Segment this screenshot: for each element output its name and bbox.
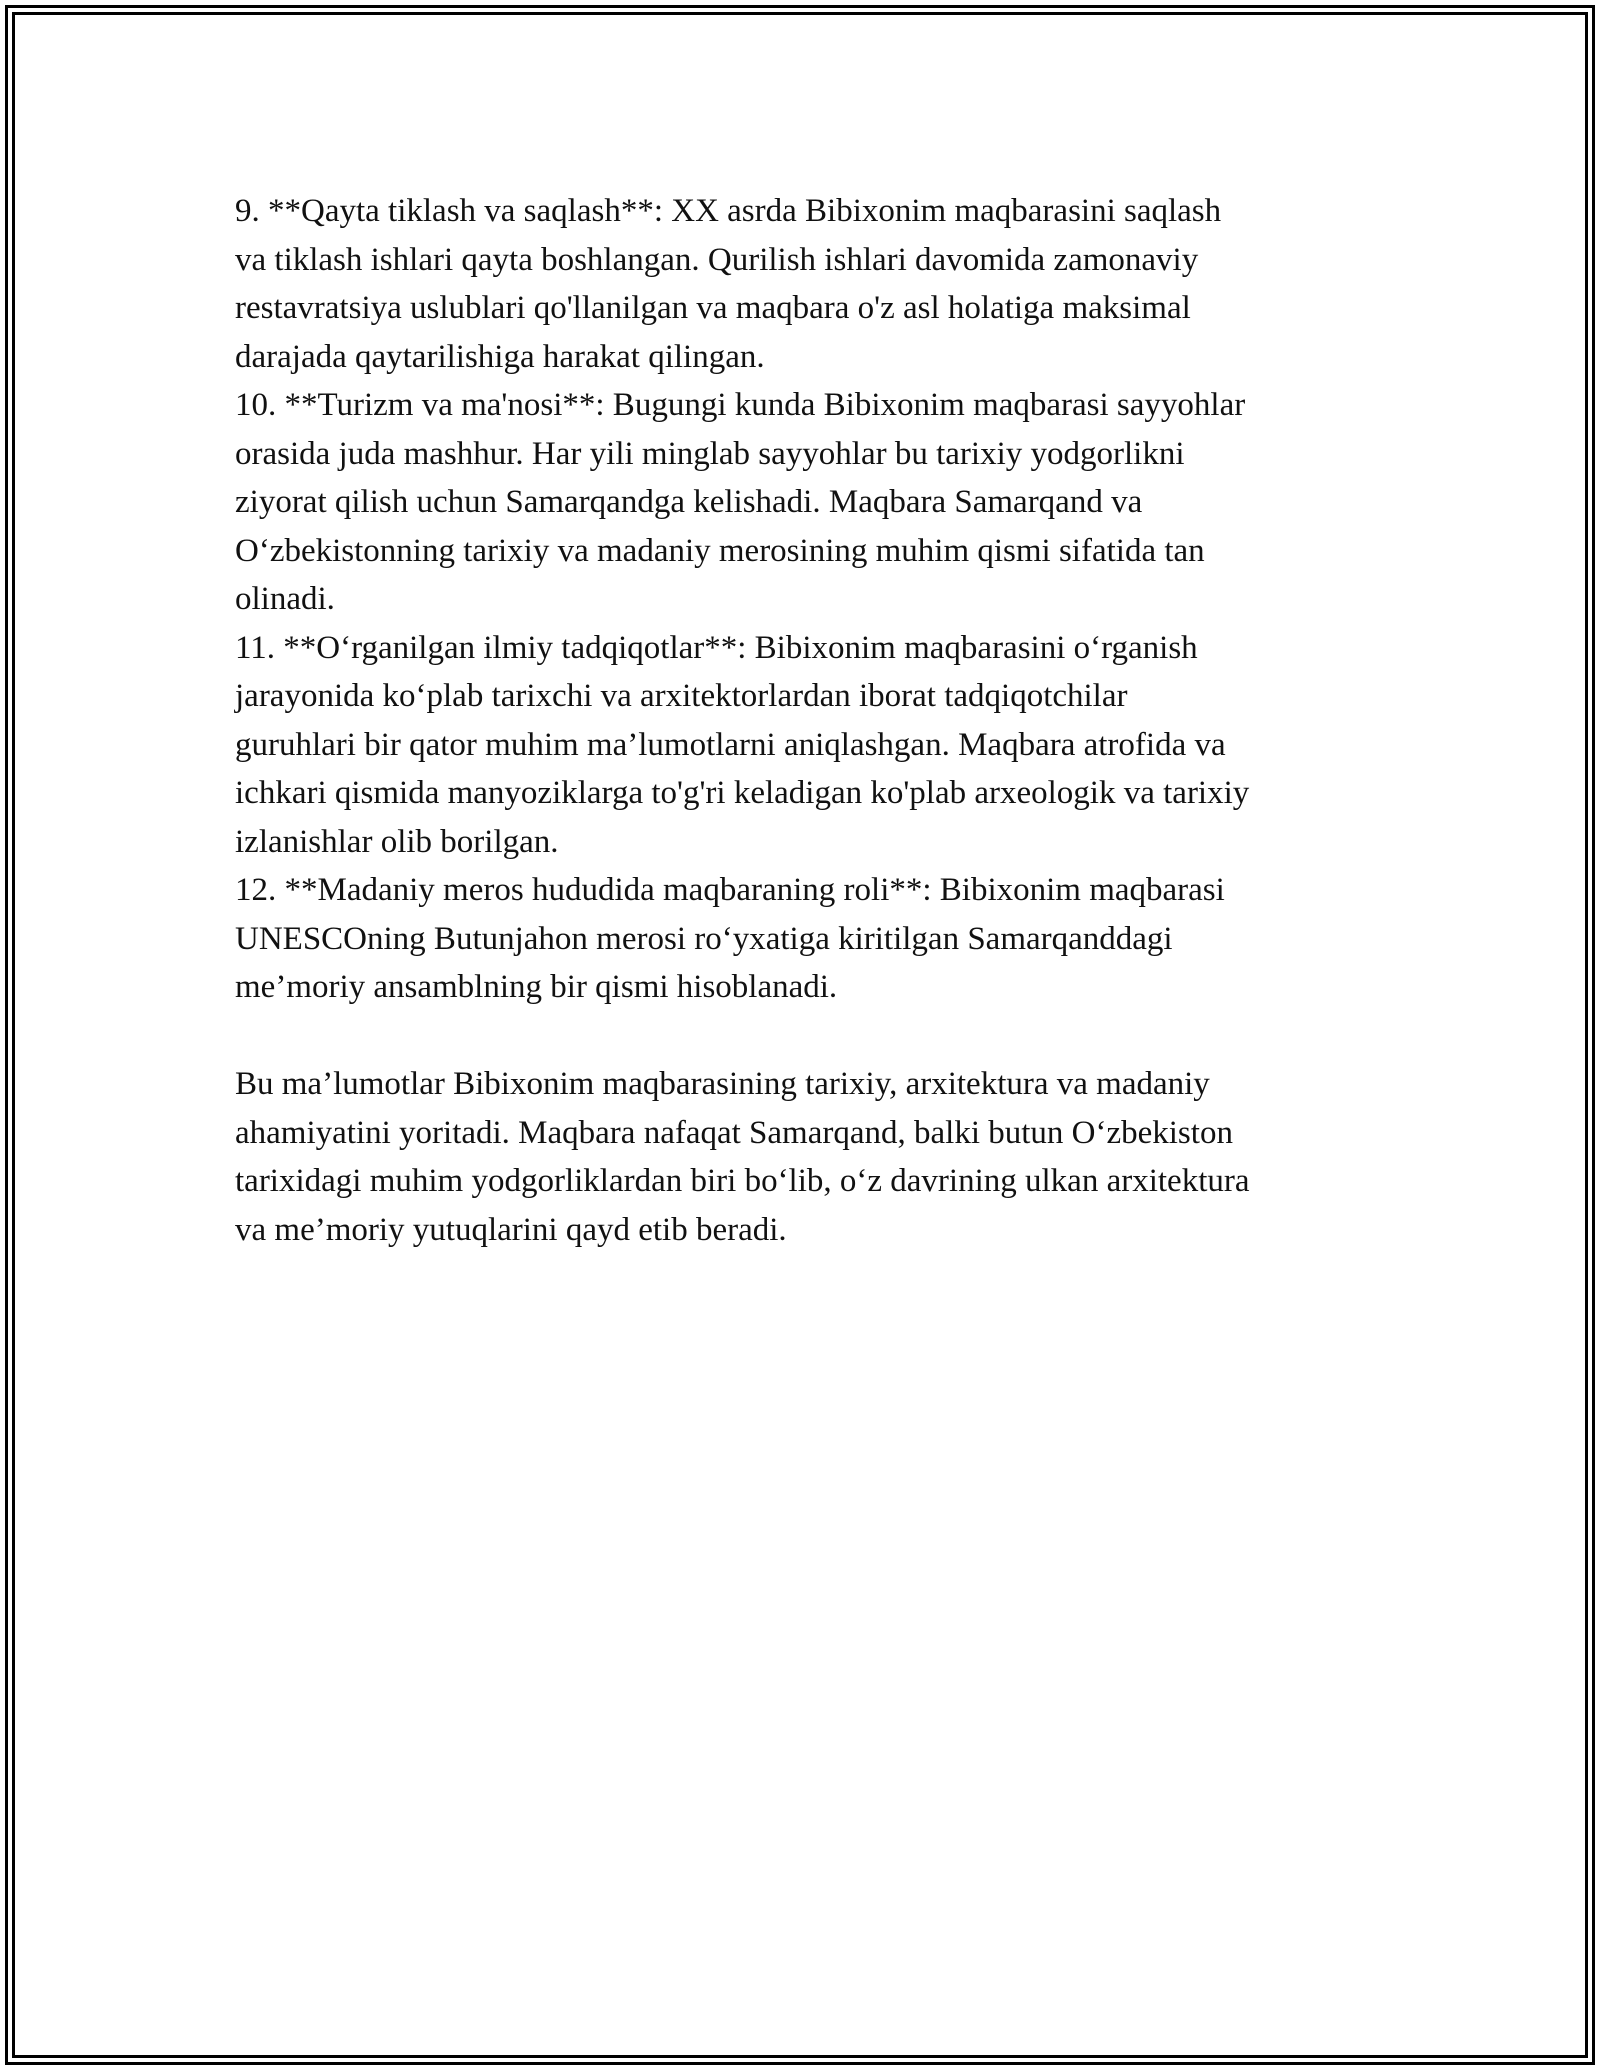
text-line: darajada qaytarilishiga harakat qilingan. [235, 338, 765, 375]
text-line: ichkari qismida manyoziklarga to'g'ri keladigan ko'plab arxeologik va tarixiy [235, 775, 1250, 811]
text-line: O‘zbekistonning tarixiy va madaniy merosining muhim qismi sifatida tan [235, 532, 1205, 569]
blank-line [235, 1012, 1385, 1061]
document-body [235, 187, 1385, 1254]
text-line: Bu ma’lumotlar Bibixonim maqbarasining tarixiy, arxitektura va madaniy [235, 1066, 1210, 1102]
text-line: 9. **Qayta tiklash va saqlash**: XX asrda Bibixonim maqbarasini saqlash [235, 193, 1222, 229]
text-line: jarayonida ko‘plab tarixchi va arxitektorlardan iborat tadqiqotchilar [235, 678, 1128, 714]
text-line: me’moriy ansamblning bir qismi hisoblanadi. [235, 969, 838, 1005]
text-line: ahamiyatini yoritadi. Maqbara nafaqat Samarqand, balki butun O‘zbekiston [235, 1114, 1233, 1151]
text-line: orasida juda mashhur. Har yili minglab sayyohlar bu tarixiy yodgorlikni [235, 435, 1185, 472]
text-line: 11. **O‘rganilgan ilmiy tadqiqotlar**: Bibixonim maqbarasini o‘rganish [235, 629, 1198, 666]
text-line: UNESCOning Butunjahon merosi ro‘yxatiga kiritilgan Samarqanddagi [235, 920, 1173, 957]
text-line: 12. **Madaniy meros hududida maqbaraning roli**: Bibixonim maqbarasi [235, 872, 1225, 908]
text-line: izlanishlar olib borilgan. [235, 823, 559, 860]
text-line: tarixidagi muhim yodgorliklardan biri bo‘lib, o‘z davrining ulkan arxitektura [235, 1163, 1250, 1199]
text-line: restavratsiya uslublari qo'llanilgan va maqbara o'z asl holatiga maksimal [235, 290, 1191, 326]
text-line: guruhlari bir qator muhim ma’lumotlarni aniqlashgan. Maqbara atrofida va [235, 726, 1226, 763]
text-line: 10. **Turizm va ma'nosi**: Bugungi kunda Bibixonim maqbarasi sayyohlar [235, 387, 1246, 423]
text-line: va me’moriy yutuqlarini qayd etib beradi. [235, 1211, 787, 1248]
text-line: olinadi. [235, 581, 335, 617]
text-line: ziyorat qilish uchun Samarqandga kelishadi. Maqbara Samarqand va [235, 484, 1143, 520]
text-line: va tiklash ishlari qayta boshlangan. Qurilish ishlari davomida zamonaviy [235, 241, 1199, 278]
